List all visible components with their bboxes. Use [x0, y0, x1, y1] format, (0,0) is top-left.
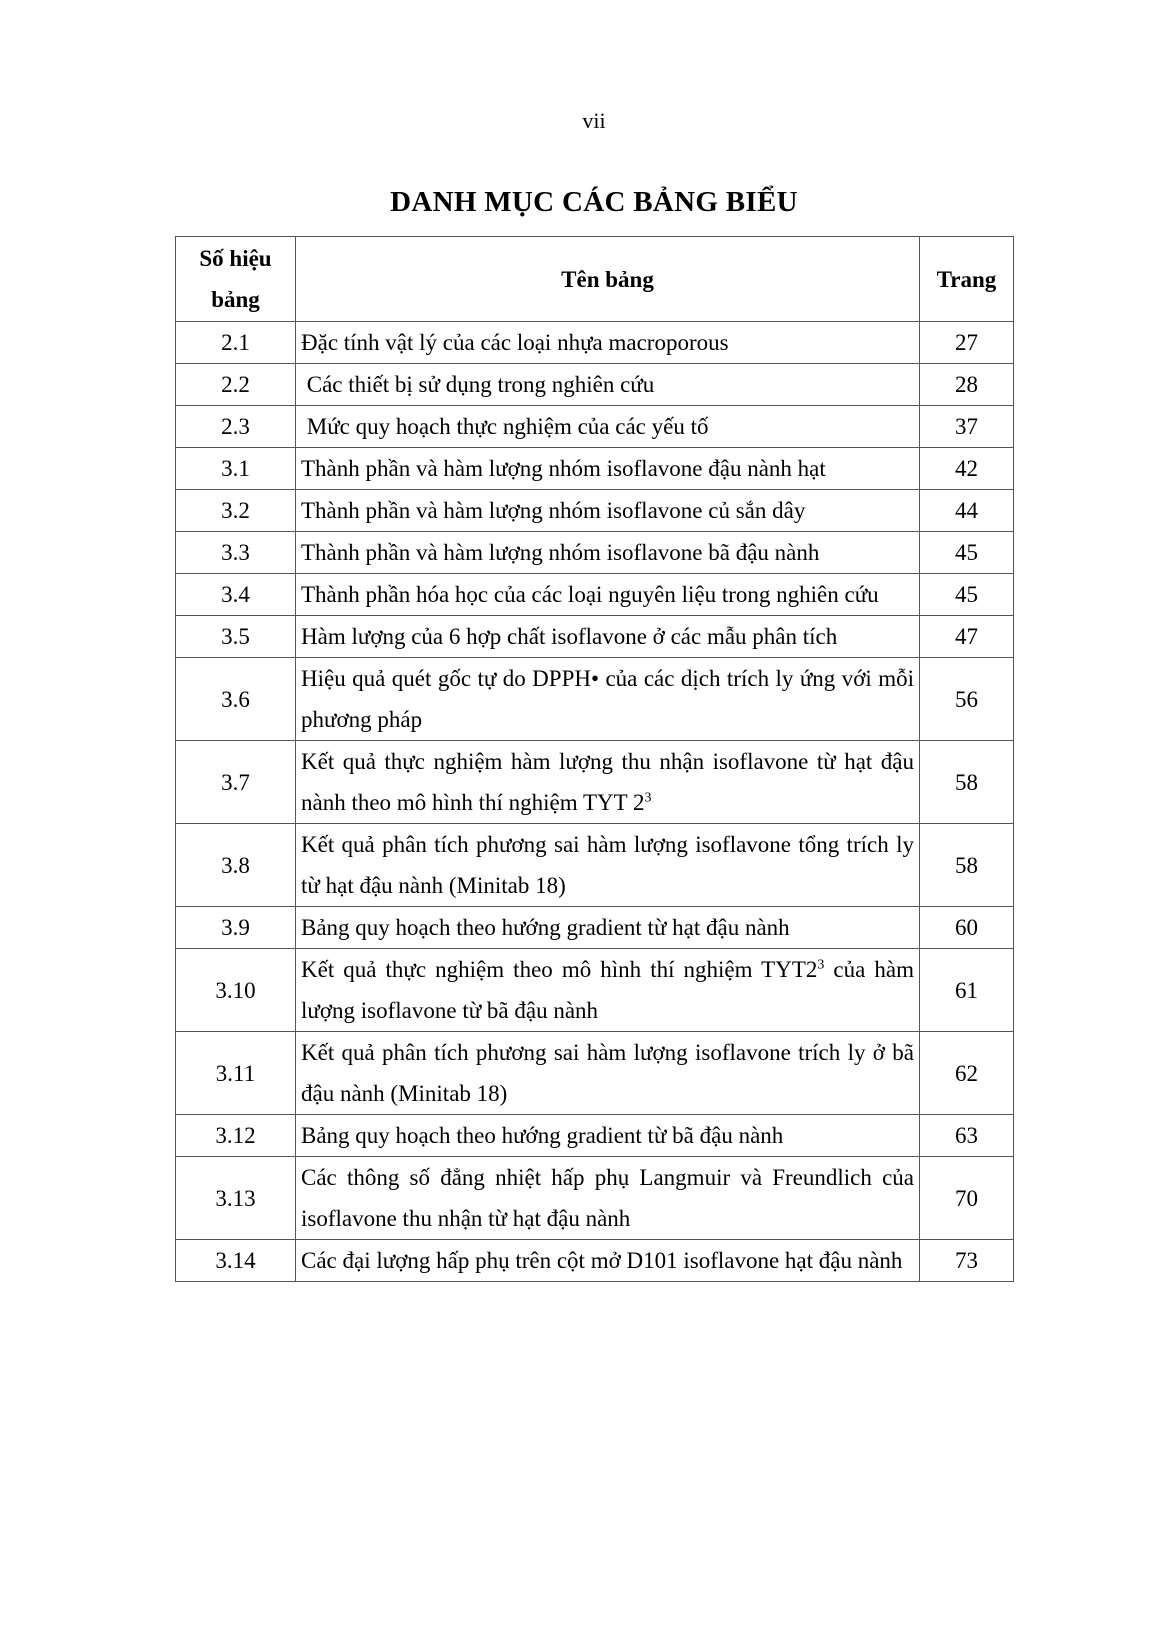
table-name-cell — [296, 658, 920, 741]
table-name-cell — [296, 322, 920, 364]
table-name-text: Kết quả thực nghiệm hàm lượng thu nhận isoflavone từ hạt đậu nành theo mô hình thí nghiệm TYT 2 — [301, 749, 920, 815]
table-name-text: Thành phần hóa học của các loại nguyên liệu trong nghiên cứu — [301, 582, 879, 607]
table-name-text: Các thông số đẳng nhiệt hấp phụ Langmuir và Freundlich của isoflavone thu nhận từ hạt đậu nành — [301, 1165, 920, 1231]
table-name-cell — [296, 616, 920, 658]
table-page-cell: 37 — [920, 406, 1014, 448]
table-number-cell: 3.14 — [176, 1240, 296, 1282]
table-number-cell: 3.2 — [176, 490, 296, 532]
table-number-cell: 2.2 — [176, 364, 296, 406]
table-name-text: Đặc tính vật lý của các loại nhựa macroporous — [301, 330, 729, 355]
superscript-exponent: 3 — [817, 957, 825, 973]
table-number-cell: 3.10 — [176, 949, 296, 1032]
header-table-name: Tên bảng — [296, 237, 920, 322]
table-name-cell — [296, 741, 920, 824]
table-number-cell: 3.4 — [176, 574, 296, 616]
table-row[interactable] — [176, 322, 1014, 364]
table-page-cell: 56 — [920, 658, 1014, 741]
table-page-cell: 60 — [920, 907, 1014, 949]
header-table-number: Số hiệu bảng — [176, 237, 296, 322]
table-name-text: Hàm lượng của 6 hợp chất isoflavone ở các mẫu phân tích — [301, 624, 838, 649]
table-page-cell: 58 — [920, 741, 1014, 824]
table-header-row — [176, 237, 1014, 322]
table-row[interactable] — [176, 1032, 1014, 1115]
table-page-cell: 58 — [920, 824, 1014, 907]
table-name-text: Thành phần và hàm lượng nhóm isoflavone củ sắn dây — [301, 498, 806, 523]
table-number-cell: 3.7 — [176, 741, 296, 824]
table-row[interactable] — [176, 741, 1014, 824]
table-name-text: Các thiết bị sử dụng trong nghiên cứu — [301, 372, 655, 397]
table-page-cell: 47 — [920, 616, 1014, 658]
table-row[interactable] — [176, 616, 1014, 658]
table-row[interactable] — [176, 364, 1014, 406]
table-page-cell: 45 — [920, 532, 1014, 574]
table-name-cell — [296, 1115, 920, 1157]
table-number-cell: 2.1 — [176, 322, 296, 364]
table-name-cell — [296, 824, 920, 907]
table-row[interactable] — [176, 824, 1014, 907]
table-body — [176, 322, 1014, 1282]
table-number-cell: 3.1 — [176, 448, 296, 490]
table-name-text: Kết quả phân tích phương sai hàm lượng isoflavone trích ly ở bã đậu nành (Minitab 18) — [301, 1040, 920, 1106]
table-page-cell: 28 — [920, 364, 1014, 406]
table-page-cell: 70 — [920, 1157, 1014, 1240]
table-name-cell — [296, 907, 920, 949]
table-name-text: Hiệu quả quét gốc tự do DPPH• của các dịch trích ly ứng với mỗi phương pháp — [301, 666, 920, 732]
table-name-text: Kết quả thực nghiệm theo mô hình thí nghiệm TYT2 — [301, 957, 818, 982]
page-title: DANH MỤC CÁC BẢNG BIỂU — [390, 186, 798, 218]
table-row[interactable] — [176, 490, 1014, 532]
table-name-cell — [296, 364, 920, 406]
table-page-cell: 63 — [920, 1115, 1014, 1157]
table-name-text: Thành phần và hàm lượng nhóm isoflavone đậu nành hạt — [301, 456, 826, 481]
table-row[interactable] — [176, 1115, 1014, 1157]
table-name-text: Kết quả phân tích phương sai hàm lượng isoflavone tổng trích ly từ hạt đậu nành (Minitab 18) — [301, 832, 920, 898]
table-row[interactable] — [176, 574, 1014, 616]
table-number-cell: 3.5 — [176, 616, 296, 658]
table-name-text: Bảng quy hoạch theo hướng gradient từ bã đậu nành — [301, 1123, 784, 1148]
table-row[interactable] — [176, 448, 1014, 490]
table-number-cell: 3.3 — [176, 532, 296, 574]
table-name-cell — [296, 1157, 920, 1240]
page-number: vii — [582, 108, 606, 133]
table-name-text-continued: của hàm lượng isoflavone từ bã đậu nành — [301, 957, 920, 1023]
table-page-cell: 27 — [920, 322, 1014, 364]
table-page-cell: 61 — [920, 949, 1014, 1032]
table-page-cell: 44 — [920, 490, 1014, 532]
table-number-cell: 3.11 — [176, 1032, 296, 1115]
table-name-cell — [296, 448, 920, 490]
table-name-text: Thành phần và hàm lượng nhóm isoflavone bã đậu nành — [301, 540, 820, 565]
table-row[interactable] — [176, 658, 1014, 741]
table-name-text: Mức quy hoạch thực nghiệm của các yếu tố — [301, 414, 709, 439]
table-row[interactable] — [176, 1157, 1014, 1240]
table-row[interactable] — [176, 1240, 1014, 1282]
table-name-cell — [296, 574, 920, 616]
table-name-cell — [296, 490, 920, 532]
table-number-cell: 3.8 — [176, 824, 296, 907]
table-row[interactable] — [176, 907, 1014, 949]
header-page: Trang — [920, 237, 1014, 322]
superscript-exponent: 3 — [644, 790, 652, 806]
table-page-cell: 62 — [920, 1032, 1014, 1115]
table-name-cell — [296, 406, 920, 448]
table-number-cell: 2.3 — [176, 406, 296, 448]
table-number-cell: 3.12 — [176, 1115, 296, 1157]
table-name-cell — [296, 1240, 920, 1282]
table-name-cell — [296, 532, 920, 574]
table-name-text: Các đại lượng hấp phụ trên cột mở D101 isoflavone hạt đậu nành — [301, 1248, 903, 1273]
table-name-text: Bảng quy hoạch theo hướng gradient từ hạt đậu nành — [301, 915, 790, 940]
table-name-cell — [296, 1032, 920, 1115]
table-page-cell: 45 — [920, 574, 1014, 616]
table-number-cell: 3.13 — [176, 1157, 296, 1240]
table-number-cell: 3.6 — [176, 658, 296, 741]
list-of-tables — [175, 236, 1014, 1282]
table-page-cell: 73 — [920, 1240, 1014, 1282]
table-number-cell: 3.9 — [176, 907, 296, 949]
table-name-cell — [296, 949, 920, 1032]
table-page-cell: 42 — [920, 448, 1014, 490]
table-row[interactable] — [176, 532, 1014, 574]
table-row[interactable] — [176, 406, 1014, 448]
table-row[interactable] — [176, 949, 1014, 1032]
